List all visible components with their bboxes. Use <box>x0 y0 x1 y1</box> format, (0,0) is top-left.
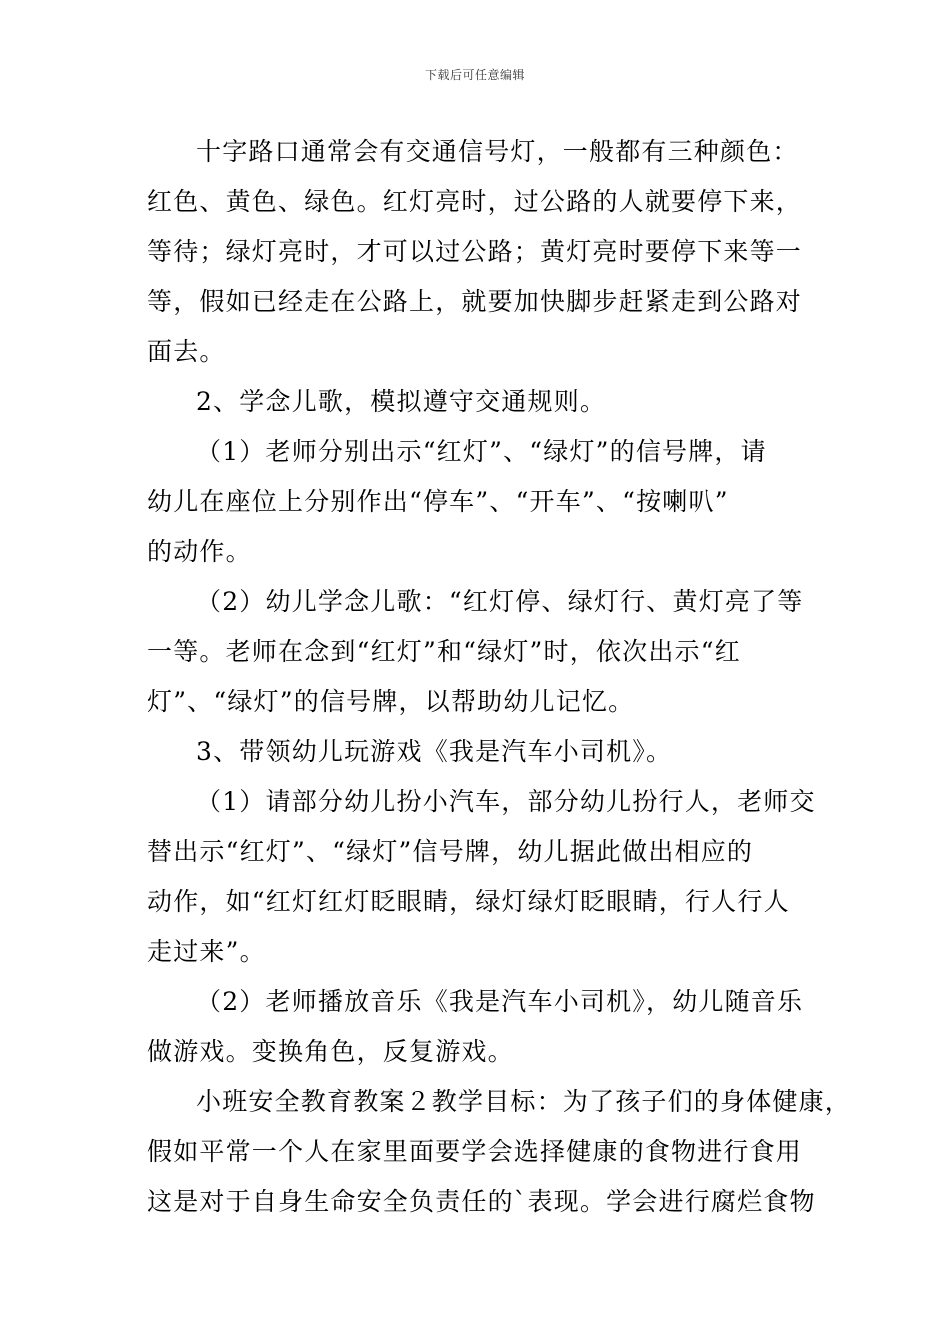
text-line: 幼儿在座位上分别作出“停车”、“开车”、“按喇叭” <box>147 487 729 516</box>
text-line: 动作，如“红灯红灯眨眼睛，绿灯绿灯眨眼睛，行人行人 <box>147 887 790 916</box>
text-line: （2）幼儿学念儿歌：“红灯停、绿灯行、黄灯亮了等 <box>196 587 804 616</box>
text-line: 一等。老师在念到“红灯”和“绿灯”时，依次出示“红 <box>147 637 741 666</box>
text-line: 灯”、“绿灯”的信号牌，以帮助幼儿记忆。 <box>147 687 635 716</box>
text-line: （2）老师播放音乐《我是汽车小司机》，幼儿随音乐 <box>196 987 804 1016</box>
text-line: 的动作。 <box>147 537 252 566</box>
text-line: 3、带领幼儿玩游戏《我是汽车小司机》。 <box>196 737 673 766</box>
text-line: 等，假如已经走在公路上，就要加快脚步赶紧走到公路对 <box>147 287 803 316</box>
text-line: 十字路口通常会有交通信号灯，一般都有三种颜色： <box>196 137 799 166</box>
text-line: 红色、黄色、绿色。红灯亮时，过公路的人就要停下来， <box>147 187 803 216</box>
text-line: 这是对于自身生命安全负责任的`表现。学会进行腐烂食物 <box>147 1187 816 1216</box>
page-header: 下载后可任意编辑 <box>424 68 525 82</box>
text-line: 做游戏。变换角色，反复游戏。 <box>147 1037 514 1066</box>
text-line: 2、学念儿歌，模拟遵守交通规则。 <box>196 387 607 416</box>
text-line: 走过来”。 <box>147 937 266 966</box>
text-line: 小班安全教育教案２教学目标：为了孩子们的身体健康， <box>196 1087 852 1116</box>
text-line: （1）老师分别出示“红灯”、“绿灯”的信号牌，请 <box>196 437 767 466</box>
text-line: 假如平常一个人在家里面要学会选择健康的食物进行食用 <box>147 1137 803 1166</box>
text-line: 替出示“红灯”、“绿灯”信号牌，幼儿据此做出相应的 <box>147 837 754 866</box>
text-line: 面去。 <box>147 337 226 366</box>
text-line: 等待；绿灯亮时，才可以过公路；黄灯亮时要停下来等一 <box>147 237 803 266</box>
text-line: （1）请部分幼儿扮小汽车，部分幼儿扮行人，老师交 <box>196 787 816 816</box>
